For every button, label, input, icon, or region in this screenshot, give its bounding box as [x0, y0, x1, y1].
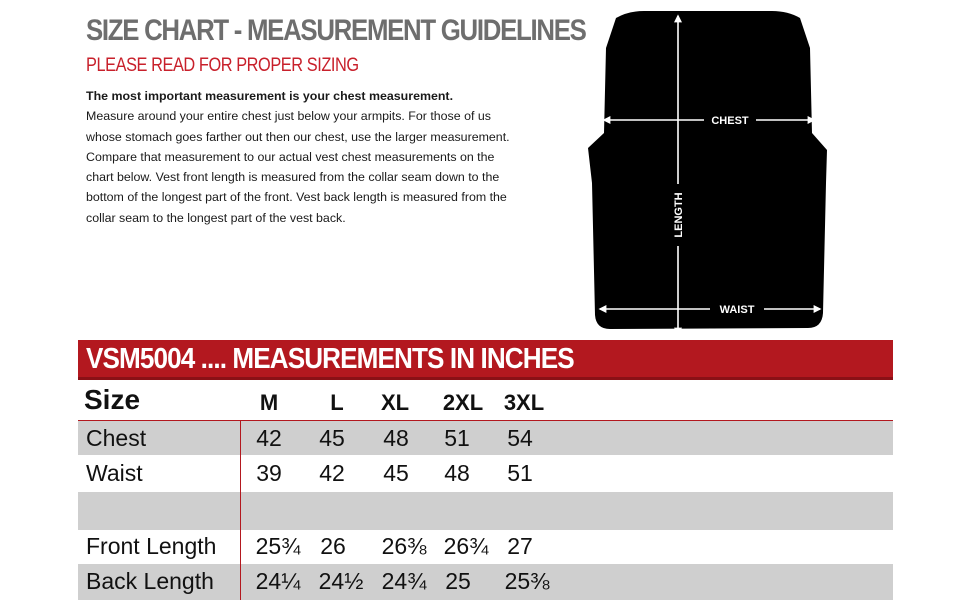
table-banner-title: VSM5004 .... MEASUREMENTS IN INCHES — [86, 343, 574, 375]
table-cell: 27 — [507, 533, 533, 559]
intro-paragraph — [86, 86, 511, 228]
size-header-cell: 2XL — [442, 390, 484, 415]
size-header-cell: L — [330, 390, 344, 415]
table-cell: 24¾ — [381, 568, 427, 594]
row-label: Chest — [86, 425, 147, 451]
table-cell: 51 — [507, 460, 533, 486]
row-label: Waist — [86, 460, 143, 486]
waist-label: WAIST — [719, 304, 755, 316]
table-cell: 39 — [256, 460, 282, 486]
vest-diagram — [582, 8, 834, 340]
table-cell: 42 — [256, 425, 282, 451]
vest-shape — [588, 11, 827, 329]
table-cell: 54 — [507, 425, 533, 451]
table-cell: 24½ — [318, 568, 364, 594]
length-label: LENGTH — [673, 192, 685, 238]
table-banner — [78, 340, 893, 380]
table-cell: 51 — [444, 425, 470, 451]
page-subtitle: PLEASE READ FOR PROPER SIZING — [86, 55, 359, 76]
table-cell: 45 — [383, 460, 409, 486]
row-label: Front Length — [86, 533, 217, 559]
size-header-cell: 3XL — [503, 390, 545, 415]
page-title: SIZE CHART - MEASUREMENT GUIDELINES — [86, 14, 586, 47]
table-cell: 25⅜ — [504, 568, 550, 594]
intro-bold-text: The most important measurement is your chest measurement. — [86, 89, 454, 103]
table-cell: 24¼ — [255, 568, 301, 594]
table-cell: 25 — [445, 568, 471, 594]
table-cell: 25¾ — [255, 533, 301, 559]
intro-body-text: Measure around your entire chest just below your armpits. For those of us whose stomach goes farther out then our chest, use the larger measurement. Compare that measurement to our actual vest chest measurements on the chart below. Vest front length is measured from the collar seam down to the bottom of the longest part of the front. Vest back length is measured from the collar seam to the longest part of the vest back. — [86, 109, 510, 225]
table-cell: 26⅜ — [381, 533, 427, 559]
size-header: Size — [84, 384, 141, 415]
table-cell: 48 — [444, 460, 470, 486]
table-cell: 42 — [319, 460, 345, 486]
table-row-empty — [78, 492, 893, 530]
table-cell: 45 — [319, 425, 345, 451]
table-cell: 26¾ — [443, 533, 489, 559]
table-cell: 48 — [383, 425, 409, 451]
row-label: Back Length — [86, 568, 214, 594]
table-cell: 26 — [320, 533, 346, 559]
size-header-cell: M — [259, 390, 279, 415]
size-header-cell: XL — [380, 390, 410, 415]
chest-label: CHEST — [711, 115, 749, 127]
